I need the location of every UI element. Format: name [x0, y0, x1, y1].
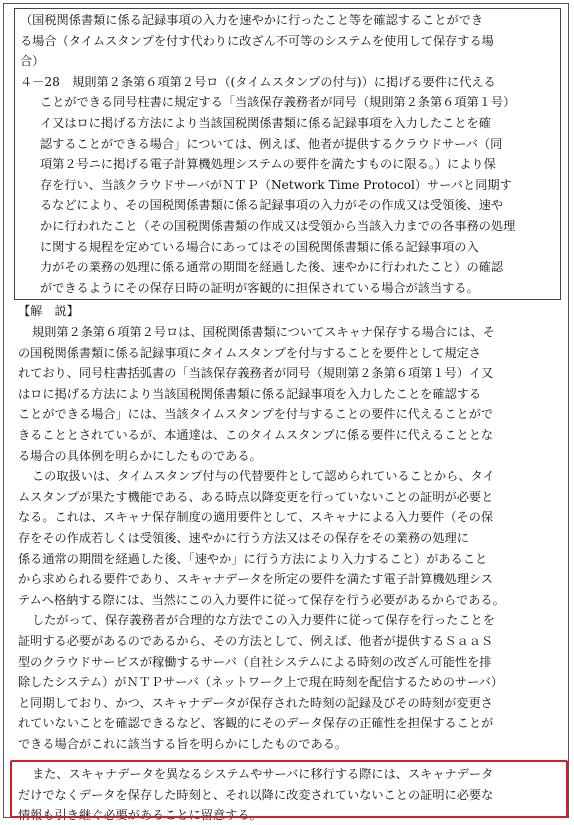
- explanation-line: この取扱いは、タイムスタンプ付与の代替要件として認められていることから、タイ: [32, 469, 495, 484]
- box-line: イ又はロに掲げる方法により当該国税関係書類に係る記録事項を入力したことを確: [40, 116, 491, 130]
- explanation-line: 型のクラウドサービスが稼働するサーバ（自社システムによる時刻の改ざん可能性を排: [18, 654, 492, 669]
- box-line: （国税関係書類に係る記録事項の入力を速やかに行ったこと等を確認することができ: [20, 13, 484, 27]
- box-line: 項第２号ニに掲げる電子計算機処理システムの要件を満たすものに限る。）により保: [40, 157, 496, 172]
- box-line: かに行われたこと（その国税関係書類の作成又は受領から当該入力までの各事務の処理: [40, 219, 516, 233]
- highlight-box: [10, 760, 568, 818]
- box-line: るなどにより、その国税関係書類に係る記録事項の入力がその作成又は受領後、速や: [40, 198, 504, 213]
- box-line: ４－28 規則第２条第６項第２号ロ（(タイムスタンプの付与)）に掲げる要件に代える: [20, 74, 496, 89]
- explanation-line: また、スキャナデータを異なるシステムやサーバに移行する際には、スキャナデータ: [32, 767, 494, 781]
- explanation-line: きることとされているが、本通達は、このタイムスタンプに係る要件に代えることとな: [18, 428, 494, 442]
- explanation-line: テムへ格納する際には、当然にこの入力要件に従って保存を行う必要があるからである。: [18, 592, 505, 607]
- box-line: 存を行い、当該クラウドサーバがＮＴＰ（Network Time Protocol）サーバと同期す: [40, 177, 512, 192]
- explanation-line: れていないことを確認できるなど、客観的にそのデータ保存の正確性を担保することが: [18, 716, 494, 731]
- box-line: 認することができる場合」については、例えば、他者が提供するクラウドサーバ（同: [40, 136, 503, 151]
- explanation-line: 証明する必要があるのであるから、その方法として、例えば、他者が提供するＳａａＳ: [18, 634, 494, 648]
- explanation-line: の国税関係書類に係る記録事項にタイムスタンプを付与することを要件として規定さ: [18, 345, 481, 360]
- explanation-line: 存をその作成若しくは受領後、速やかに行う方法又はその保存をその業務の処理に: [18, 531, 469, 545]
- box-line: 合）: [20, 54, 45, 69]
- explanation-line: はロに掲げる方法により当該国税関係書類に係る記録事項を入力したことを確認する: [18, 386, 482, 401]
- explanation-line: だけでなくデータを保存した時刻と、それ以降に改変されていないことの証明に必要な: [18, 787, 494, 802]
- box-line: ができるようにその保存日時の証明が客観的に担保されている場合が該当する。: [40, 280, 479, 295]
- explanation-heading: 【解 説】: [18, 304, 79, 318]
- explanation-line: れており、同号柱書括弧書の「当該保存義務者が同号（規則第２条第６項第１号）イ又: [18, 366, 494, 381]
- explanation-line: る場合の具体例を明らかにしたものである。: [18, 448, 262, 463]
- explanation-line: ことができる場合」には、当該タイムスタンプを付与することの要件に代えることがで: [18, 407, 494, 422]
- explanation-line: なる。これは、スキャナ保存制度の適用要件として、スキャナによる入力要件（その保: [18, 510, 494, 525]
- explanation-line: と同期しており、かつ、スキャナデータが保存された時刻の記録及びその時刻が変更さ: [18, 695, 493, 710]
- box-line: ことができる同号柱書に規定する「当該保存義務者が同号（規則第２条第６項第１号）: [40, 95, 516, 110]
- box-line: る場合（タイムスタンプを付す代わりに改ざん不可等のシステムを使用して保存する場: [20, 33, 494, 48]
- explanation-line: 情報も引き継ぐ必要があることに留意する。: [18, 808, 262, 823]
- explanation-line: したがって、保存義務者が合理的な方法でこの入力要件に従って保存を行ったことを: [32, 613, 495, 628]
- explanation-line: から求められる要件であり、スキャナデータを所定の要件を満たす電子計算機処理シス: [18, 572, 493, 587]
- box-line: 力がその業務の処理に係る通常の期間を経過した後、速やかに行われたこと）の確認: [40, 260, 504, 275]
- explanation-line: 除したシステム）がＮＴＰサーバ（ネットワーク上で現在時刻を配信するためのサーバ）: [18, 675, 504, 690]
- explanation-line: 規則第２条第６項第２号ロは、国税関係書類についてスキャナ保存する場合には、そ: [32, 325, 495, 339]
- explanation-line: ムスタンプが果たす機能である、ある時点以降変更を行っていないことの証明が必要と: [18, 489, 494, 504]
- explanation-line: 係る通常の期間を経過した後、「速やか」に行う方法により入力すること）があること: [18, 551, 488, 566]
- explanation-line: できる場合がこれに該当する旨を明らかにしたものである。: [18, 737, 348, 751]
- box-line: に関する規程を定めている場合にあってはその国税関係書類に係る記録事項の入: [40, 239, 479, 254]
